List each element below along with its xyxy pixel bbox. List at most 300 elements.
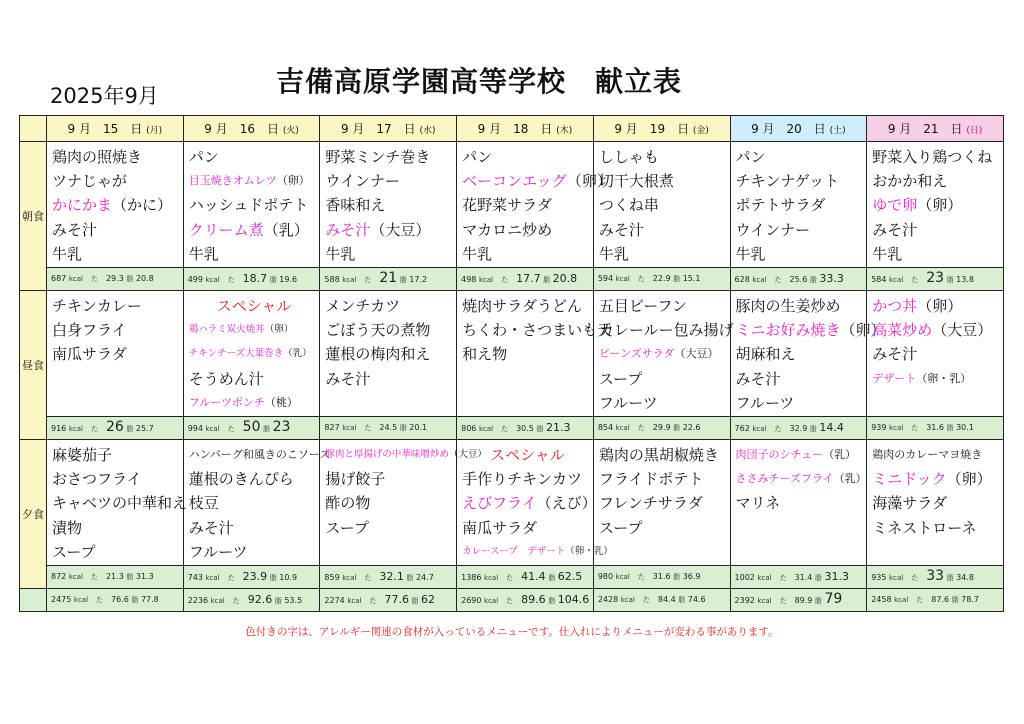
dish-name: ポテトサラダ [735, 196, 826, 215]
date-label: 9 月 18 日 [477, 122, 553, 136]
dish-name: スープ [598, 369, 643, 388]
date-header [593, 116, 730, 142]
menu-item [462, 391, 593, 415]
menu-item [325, 467, 456, 491]
kcal-value: 935 [871, 573, 887, 582]
dish-name: えびフライ [462, 494, 537, 513]
dish-name: キャベツの中華和え [52, 494, 188, 513]
dish-name: ゆで卵 [872, 196, 918, 215]
nutrition-cell [320, 589, 457, 612]
fat-unit: 脂 [126, 573, 134, 581]
menu-item [599, 145, 730, 169]
fat-value: 53.5 [284, 595, 303, 605]
dish-name: 白身フライ [52, 321, 127, 340]
menu-item [872, 145, 1003, 169]
nutrition-cell [867, 268, 1004, 291]
protein-unit: た [911, 424, 919, 432]
protein-unit: た [506, 596, 514, 605]
dish-name: ささみチーズフライ [735, 472, 834, 486]
protein-value: 18.7 [242, 271, 268, 285]
dish-name: ハンバーグ和風きのこソース [188, 448, 331, 461]
fat-unit: 脂 [946, 574, 954, 582]
kcal-unit: kcal [615, 424, 630, 432]
protein-value: 23.9 [242, 569, 268, 583]
kcal-unit: kcal [889, 276, 904, 284]
dish-name: パン [188, 148, 219, 166]
nutrition-cell [730, 268, 867, 291]
protein-value: 31.6 [926, 423, 944, 432]
allergen-note: （大豆） [370, 220, 431, 239]
fat-unit: 脂 [946, 424, 954, 432]
menu-item [599, 443, 730, 467]
menu-item [736, 491, 867, 515]
kcal-unit: kcal [342, 424, 357, 432]
fat-value: 15.1 [682, 274, 701, 283]
dish-name: ハッシュドポテト [188, 196, 309, 215]
protein-value: 32.9 [789, 423, 808, 433]
kcal-value: 628 [734, 274, 750, 284]
allergen-note: （卵） [276, 174, 310, 188]
menu-item [189, 516, 320, 540]
menu-item [462, 467, 593, 491]
protein-value: 92.6 [247, 592, 273, 606]
menu-item [325, 294, 456, 318]
menu-item [736, 169, 867, 193]
menu-item [462, 294, 593, 318]
menu-item [599, 242, 730, 266]
menu-item [735, 318, 886, 342]
menu-cell [47, 291, 184, 417]
kcal-unit: kcal [205, 573, 220, 582]
dish-name: ししゃも [598, 148, 659, 166]
kcal-unit: kcal [889, 424, 904, 432]
menu-cell [47, 142, 184, 268]
protein-value: 33 [926, 568, 945, 584]
menu-item [189, 294, 320, 318]
menu-item [872, 318, 1003, 342]
date-header [183, 116, 320, 142]
nutrition-line [457, 418, 593, 439]
fat-unit: 脂 [263, 425, 271, 433]
dish-name: ウインナー [325, 172, 400, 191]
menu-item [325, 367, 456, 391]
allergen-note: （卵） [946, 470, 992, 489]
protein-value: 76.6 [111, 595, 129, 604]
kcal-unit: kcal [484, 573, 499, 582]
menu-item [462, 367, 593, 391]
protein-unit: た [779, 597, 787, 605]
nutrition-line [457, 269, 593, 290]
dish-name: みそ汁 [188, 518, 234, 537]
fat-unit: 脂 [548, 573, 556, 582]
menu-item [325, 318, 456, 342]
dish-name: 枝豆 [188, 494, 219, 513]
nutrition-line [47, 417, 183, 439]
menu-item [462, 145, 593, 169]
dish-name: フルーツ [598, 393, 658, 412]
menu-item [325, 218, 456, 242]
menu-item [189, 242, 320, 266]
protein-unit: た [364, 276, 372, 284]
menu-item [325, 342, 456, 366]
dish-name: みそ汁 [325, 369, 371, 388]
nutrition-line [47, 269, 183, 289]
allergen-note: （卵） [917, 297, 963, 315]
kcal-value: 916 [51, 424, 67, 433]
dish-name: 野菜ミンチ巻き [325, 148, 431, 166]
menu-cell [183, 440, 331, 566]
protein-value: 29.9 [652, 423, 671, 432]
fat-unit: 脂 [406, 573, 414, 582]
dish-name: フライドポテト [598, 470, 704, 489]
dish-name: スープ [598, 518, 643, 537]
menu-item [325, 443, 487, 467]
dish-name: チキンカレー [52, 297, 142, 315]
allergen-note: （卵） [917, 196, 963, 215]
nutrition-cell [457, 417, 594, 440]
protein-value: 89.9 [794, 596, 813, 605]
menu-item [462, 540, 613, 564]
protein-unit: た [911, 574, 919, 582]
dish-name: 胡麻和え [735, 345, 796, 364]
kcal-unit: kcal [757, 597, 772, 605]
fat-unit: 脂 [126, 275, 134, 283]
menu-item [599, 169, 730, 193]
kcal-unit: kcal [478, 275, 494, 284]
allergen-note: （卵・乳） [565, 545, 613, 557]
nutrition-line [731, 589, 867, 611]
menu-item [189, 318, 320, 342]
dish-name: カレールー包み揚げ [598, 321, 734, 340]
menu-cell [320, 440, 487, 566]
protein-unit: た [637, 424, 645, 432]
menu-item [599, 516, 730, 540]
protein-value: 29.3 [105, 274, 124, 283]
menu-item [52, 443, 183, 467]
fat-value: 30.1 [956, 423, 974, 432]
menu-item [188, 443, 331, 467]
menu-item [736, 193, 867, 217]
dish-name: 手作りチキンカツ [462, 470, 582, 489]
menu-item [52, 491, 188, 515]
fat-value: 78.7 [961, 595, 979, 604]
kcal-value: 2690 [461, 595, 482, 605]
date-header [457, 116, 594, 142]
dish-name: スペシャル [490, 446, 565, 464]
kcal-value: 939 [871, 423, 887, 432]
date-label: 9 月 16 日 [204, 122, 279, 136]
kcal-unit: kcal [68, 425, 83, 433]
menu-item [462, 193, 593, 217]
kcal-value: 588 [324, 275, 340, 284]
dish-name: かつ丼 [872, 297, 918, 315]
allergen-note: （大豆） [932, 321, 993, 340]
menu-item [736, 294, 867, 318]
dish-name: みそ汁 [52, 220, 98, 239]
menu-item [325, 145, 456, 169]
kcal-value: 827 [324, 423, 340, 432]
dish-name: みそ汁 [598, 220, 644, 239]
protein-value: 77.6 [384, 592, 409, 606]
menu-item [52, 467, 183, 491]
menu-item [189, 193, 320, 217]
menu-item [872, 294, 1003, 318]
dish-name: カレースープ [462, 545, 518, 557]
kcal-unit: kcal [615, 573, 630, 581]
menu-item [52, 145, 183, 169]
dish-name: 蓮根のきんぴら [188, 470, 294, 489]
kcal-unit: kcal [757, 573, 772, 582]
fat-value: 31.3 [135, 572, 154, 581]
protein-unit: た [911, 276, 919, 284]
nutrition-line [731, 269, 867, 290]
fat-value: 20.8 [552, 271, 578, 285]
menu-item [736, 516, 867, 540]
dish-name: デザート [872, 371, 917, 385]
menu-item [599, 467, 730, 491]
dish-name: 目玉焼きオムレツ [188, 174, 277, 188]
fat-unit: 脂 [951, 596, 959, 604]
fat-value: 77.8 [140, 595, 159, 604]
menu-item [325, 540, 456, 564]
nutrition-cell [457, 589, 594, 612]
fat-unit: 脂 [678, 596, 686, 604]
fat-value: 22.6 [682, 423, 701, 432]
dish-name: チキンナゲット [735, 172, 840, 191]
fat-value: 104.6 [557, 592, 590, 606]
allergen-note: （乳） [823, 448, 857, 461]
menu-cell [457, 291, 613, 417]
menu-item [599, 540, 730, 564]
meal-label: 昼食 [20, 291, 47, 440]
menu-item [598, 318, 734, 342]
nutrition-cell [47, 589, 184, 612]
fat-value: 13.8 [956, 275, 974, 284]
fat-value: 74.6 [687, 595, 706, 604]
menu-item [872, 491, 1003, 515]
nutrition-line [457, 567, 593, 588]
protein-unit: た [227, 425, 235, 433]
nutrition-cell [183, 589, 320, 612]
allergen-note: （乳） [263, 220, 309, 239]
total-label [20, 589, 47, 612]
fat-unit: 脂 [399, 424, 407, 432]
fat-value: 19.6 [279, 274, 298, 284]
dish-name: 香味和え [325, 196, 386, 215]
nutrition-cell [867, 417, 1004, 440]
dish-name: つくね串 [598, 196, 659, 215]
dish-name: パン [735, 148, 766, 166]
nutrition-cell [593, 589, 730, 612]
menu-cell [867, 291, 1004, 417]
nutrition-line [867, 566, 1003, 588]
menu-cell [320, 142, 457, 268]
dish-name: 牛乳 [188, 244, 219, 263]
protein-unit: た [227, 573, 235, 582]
date-label: 9 月 17 日 [340, 122, 416, 136]
dish-name: 蓮根の梅肉和え [325, 345, 431, 364]
menu-item [462, 169, 612, 193]
menu-item [872, 516, 1003, 540]
nutrition-line [594, 567, 730, 587]
nutrition-cell [320, 268, 457, 291]
fat-unit: 脂 [809, 275, 817, 284]
kcal-value: 498 [461, 274, 477, 284]
protein-unit: た [501, 424, 509, 433]
menu-item [462, 516, 593, 540]
nutrition-line [731, 418, 867, 439]
menu-item [325, 516, 456, 540]
menu-item [52, 193, 183, 217]
nutrition-cell [183, 417, 320, 440]
kcal-value: 994 [187, 424, 203, 433]
nutrition-cell [47, 417, 184, 440]
kcal-unit: kcal [68, 573, 83, 581]
menu-item [189, 467, 320, 491]
meal-row [20, 440, 1004, 566]
fat-unit: 脂 [548, 596, 556, 605]
menu-item [599, 342, 730, 366]
kcal-unit: kcal [68, 275, 83, 283]
nutrition-cell [730, 589, 867, 612]
meal-row [20, 142, 1004, 268]
weekday-label: (月) [146, 126, 163, 136]
fat-unit: 脂 [543, 275, 551, 284]
dish-name: ベーコンエッグ [462, 172, 567, 191]
fat-unit: 脂 [673, 275, 681, 283]
kcal-value: 872 [51, 572, 67, 581]
kcal-unit: kcal [205, 275, 220, 284]
menu-item [189, 391, 320, 415]
fat-value: 21.3 [545, 420, 571, 434]
menu-cell [183, 291, 320, 417]
fat-unit: 脂 [269, 573, 277, 582]
allergen-note: （えび） [536, 494, 597, 513]
protein-unit: た [232, 596, 240, 605]
menu-item [325, 169, 456, 193]
menu-item [599, 491, 730, 515]
menu-cell [183, 142, 320, 268]
dish-name: ビーンズサラダ [598, 347, 675, 361]
dish-name: フルーツポンチ [188, 395, 265, 409]
kcal-value: 762 [734, 423, 750, 433]
fat-unit: 脂 [399, 276, 407, 284]
weekday-label: (水) [419, 126, 436, 136]
menu-item [599, 294, 730, 318]
protein-value: 84.4 [657, 595, 676, 604]
kcal-unit: kcal [342, 276, 357, 284]
fat-value: 25.7 [135, 424, 154, 433]
dish-name: 鶏ハラミ炭火焼丼 [188, 324, 265, 336]
meal-label: 夕食 [20, 440, 47, 589]
date-header [47, 116, 184, 142]
menu-cell [593, 291, 734, 417]
nutrition-row [20, 417, 1004, 440]
allergen-note: （卵） [264, 324, 294, 336]
kcal-unit: kcal [73, 596, 89, 604]
protein-value: 50 [242, 419, 261, 435]
dish-name: ちくわ・さつまいも天 [462, 321, 613, 340]
fat-value: 36.9 [682, 572, 701, 581]
dish-name: 酢の物 [325, 494, 371, 513]
allergen-note: （乳） [833, 472, 867, 486]
menu-item [462, 342, 593, 366]
menu-item [52, 169, 183, 193]
date-header [320, 116, 457, 142]
protein-unit: た [501, 275, 509, 284]
menu-item [736, 218, 867, 242]
fat-unit: 脂 [126, 425, 134, 433]
fat-unit: 脂 [269, 275, 277, 284]
protein-unit: た [774, 275, 782, 284]
dish-name: パン [462, 148, 493, 166]
protein-value: 31.4 [794, 572, 813, 582]
menu-item [872, 367, 1003, 391]
protein-unit: た [227, 275, 235, 284]
kcal-unit: kcal [889, 574, 904, 582]
dish-name: ミニドック [872, 470, 947, 489]
menu-item [599, 391, 730, 415]
menu-item [462, 242, 593, 266]
dish-name: みそ汁 [872, 345, 918, 364]
kcal-unit: kcal [894, 596, 909, 604]
kcal-unit: kcal [478, 424, 494, 433]
dish-name: フレンチサラダ [598, 494, 703, 513]
fat-unit: 脂 [814, 597, 822, 605]
fat-value: 31.3 [824, 569, 849, 583]
menu-cell [730, 142, 867, 268]
fat-value: 62 [421, 592, 436, 606]
allergen-note: （卵） [566, 172, 612, 191]
kcal-unit: kcal [615, 275, 630, 283]
nutrition-line [594, 418, 730, 438]
kcal-value: 1002 [734, 572, 755, 582]
nutrition-cell [593, 566, 730, 589]
protein-value: 24.5 [379, 423, 398, 432]
fat-value: 34.8 [956, 573, 974, 582]
menu-item [325, 391, 456, 415]
dish-name: 豚肉の生姜炒め [735, 297, 841, 315]
allergen-note: （卵・乳） [916, 371, 972, 385]
menu-cell [593, 142, 730, 268]
nutrition-row [20, 566, 1004, 589]
nutrition-line [320, 590, 456, 611]
protein-unit: た [90, 573, 98, 581]
fat-value: 20.1 [409, 423, 428, 432]
fat-unit: 脂 [673, 424, 681, 432]
menu-item [189, 342, 320, 366]
fat-value: 23 [272, 419, 291, 435]
kcal-unit: kcal [210, 596, 225, 605]
protein-unit: た [364, 573, 372, 582]
nutrition-line [184, 567, 320, 588]
menu-item [189, 169, 320, 193]
nutrition-line [594, 269, 730, 289]
page-title: 吉備高原学園高等学校 献立表 [276, 65, 683, 98]
dish-name: スープ [52, 542, 96, 561]
dish-name: 揚げ餃子 [325, 470, 386, 489]
protein-value: 87.6 [931, 595, 950, 604]
menu-cell [730, 291, 886, 417]
menu-item [52, 540, 183, 564]
menu-item [736, 145, 867, 169]
menu-item [462, 491, 597, 515]
dish-name: かにかま [52, 196, 113, 215]
nutrition-cell [593, 268, 730, 291]
dish-name: 焼肉サラダうどん [462, 297, 582, 315]
menu-cell [320, 291, 457, 417]
dish-name: 鶏肉のカレーマヨ焼き [872, 448, 983, 461]
